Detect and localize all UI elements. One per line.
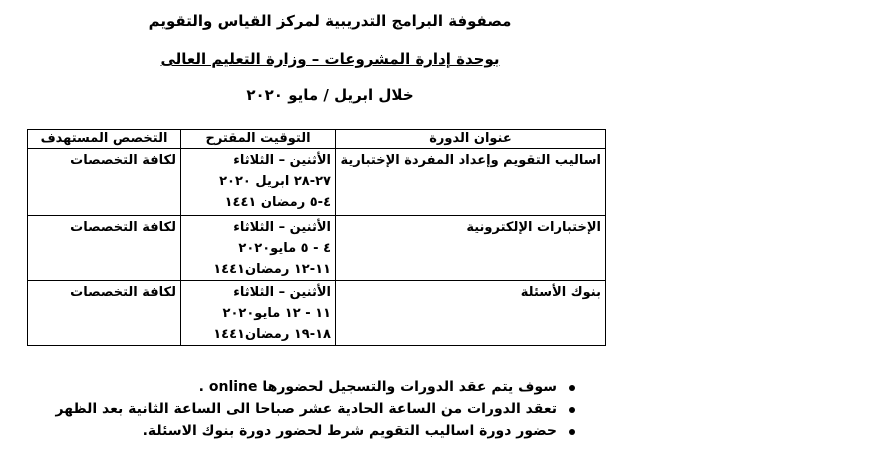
document-period: خلال ابريل / مايو ٢٠٢٠ [246,86,414,104]
time-days: الأثنين – الثلاثاء [233,220,331,235]
time-days: الأثنين – الثلاثاء [233,153,331,168]
table-header-row [28,130,606,149]
bullet-icon [569,385,575,391]
table-row [28,281,606,346]
list-item [56,421,558,443]
document-title: مصفوفة البرامج التدريبية لمركز القياس والتقويم [148,12,512,30]
specialty-cell: لكافة التخصصات [28,216,181,281]
header-time: التوقيت المقترح [181,130,336,149]
table-row [28,216,606,281]
time-hijri: ١٨-١٩ رمضان١٤٤١ [213,327,331,342]
time-cell [181,281,336,346]
specialty-cell: لكافة التخصصات [28,149,181,216]
time-gregorian: ٢٧-٢٨ ابريل ٢٠٢٠ [219,174,331,189]
time-hijri: ٤-٥ رمضان ١٤٤١ [224,195,331,210]
note-text: حضور دورة اساليب التقويم شرط لحضور دورة بنوك الاسئلة. [142,423,557,439]
course-cell: اساليب التقويم وإعداد المفردة الإختبارية [336,149,606,216]
time-days: الأثنين – الثلاثاء [233,285,331,300]
notes-list [56,377,576,443]
list-item [56,377,558,399]
time-hijri: ١١-١٢ رمضان١٤٤١ [213,262,331,277]
time-cell [181,149,336,216]
course-cell: الإختبارات الإلكترونية [336,216,606,281]
table-row [28,149,606,216]
specialty-cell: لكافة التخصصات [28,281,181,346]
time-gregorian: ٤ - ٥ مايو٢٠٢٠ [238,241,331,256]
document-subtitle: بوحدة إدارة المشروعات – وزارة التعليم العالى [160,50,500,68]
list-item [56,399,558,421]
note-text: تعقد الدورات من الساعة الحادية عشر صباحا الى الساعة الثانية بعد الظهر [55,401,557,417]
note-text: سوف يتم عقد الدورات والتسجيل لحضورها online . [198,379,557,395]
time-cell [181,216,336,281]
time-gregorian: ١١ - ١٢ مايو٢٠٢٠ [222,306,331,321]
header-course: عنوان الدورة [336,130,606,149]
course-cell: بنوك الأسئلة [336,281,606,346]
bullet-icon [569,429,575,435]
header-specialty: التخصص المستهدف [28,130,181,149]
training-matrix-table [27,129,606,346]
bullet-icon [569,407,575,413]
